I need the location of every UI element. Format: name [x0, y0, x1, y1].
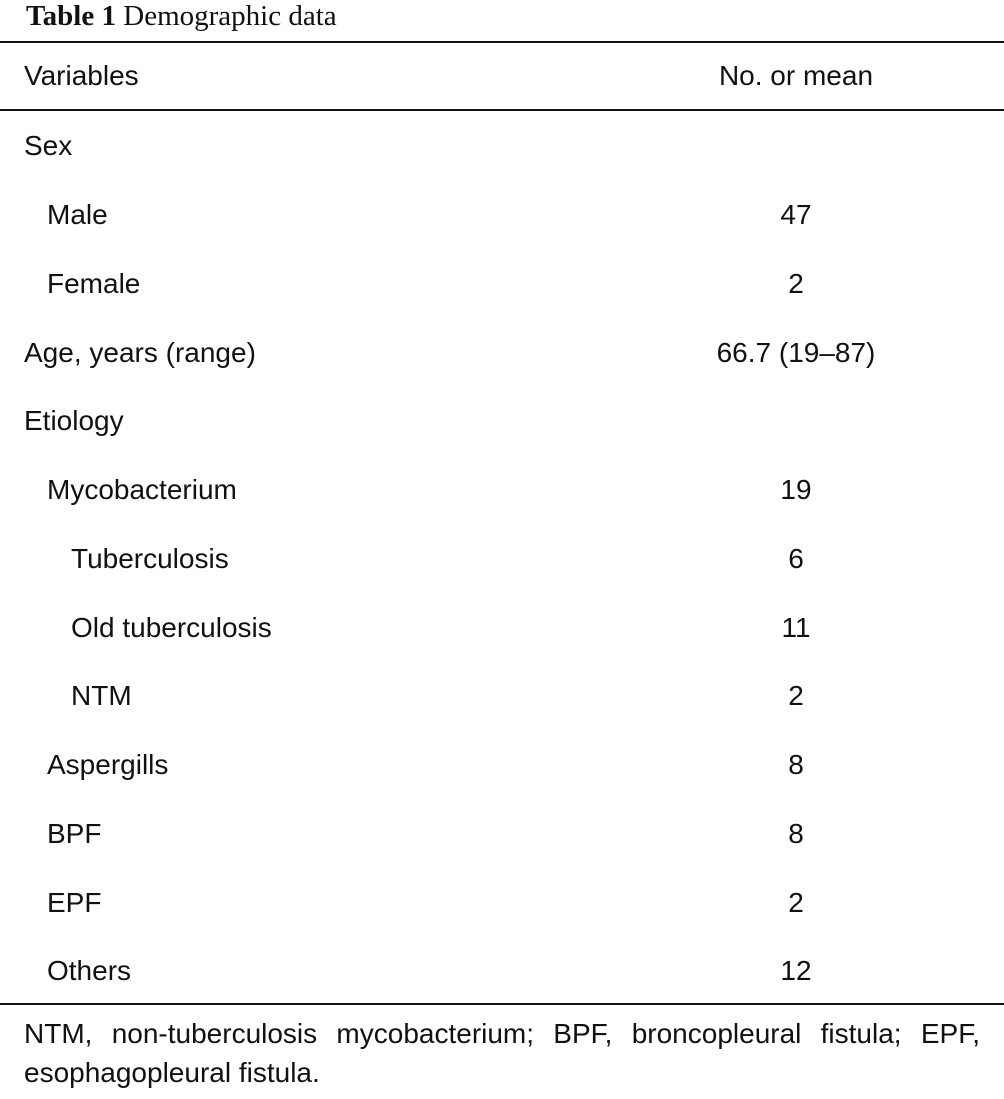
- row-variable: Sex: [24, 130, 73, 161]
- table-row: [0, 180, 1004, 249]
- table-row: [0, 111, 1004, 180]
- table-header-row: [0, 42, 1004, 109]
- row-variable: Others: [47, 955, 132, 986]
- table-row: [0, 799, 1004, 868]
- row-value: 47: [780, 199, 812, 230]
- row-variable: EPF: [47, 887, 102, 918]
- table-row: [0, 936, 1004, 1005]
- row-variable: NTM: [71, 680, 132, 711]
- table-row: [0, 868, 1004, 937]
- table-row: [0, 730, 1004, 799]
- row-value: 11: [781, 612, 811, 643]
- table-row: [0, 455, 1004, 524]
- table-row: [0, 661, 1004, 730]
- row-variable: Female: [47, 268, 141, 299]
- row-variable: Aspergills: [47, 749, 169, 780]
- row-variable: Etiology: [24, 405, 124, 436]
- row-value: 8: [788, 818, 804, 849]
- row-value: 8: [788, 749, 804, 780]
- row-value: 2: [788, 887, 804, 918]
- row-value: 12: [780, 955, 812, 986]
- table-row: [0, 524, 1004, 593]
- row-variable: Age, years (range): [24, 337, 256, 368]
- table-caption-title: Demographic data: [123, 0, 337, 32]
- row-value: 66.7 (19–87): [716, 337, 876, 368]
- header-value: No. or mean: [718, 60, 874, 91]
- table-caption: [26, 0, 337, 36]
- header-variables: Variables: [24, 60, 139, 91]
- table-row: [0, 249, 1004, 318]
- row-variable: Tuberculosis: [71, 543, 229, 574]
- row-value: 2: [788, 268, 804, 299]
- table-row: [0, 386, 1004, 455]
- table-footnote: NTM, non-tuberculosis mycobacterium; BPF, broncopleural fistula; EPF, esophagopleural fistula.: [24, 1018, 980, 1088]
- table-caption-label: Table 1: [26, 0, 116, 32]
- row-variable: Mycobacterium: [47, 474, 237, 505]
- row-variable: Old tuberculosis: [71, 612, 272, 643]
- table-bottom-rule: [0, 1003, 1004, 1005]
- row-value: 6: [788, 543, 804, 574]
- row-variable: BPF: [47, 818, 102, 849]
- row-value: 2: [788, 680, 804, 711]
- table-row: [0, 593, 1004, 662]
- row-value: 19: [780, 474, 812, 505]
- row-variable: Male: [47, 199, 108, 230]
- table-row: [0, 318, 1004, 387]
